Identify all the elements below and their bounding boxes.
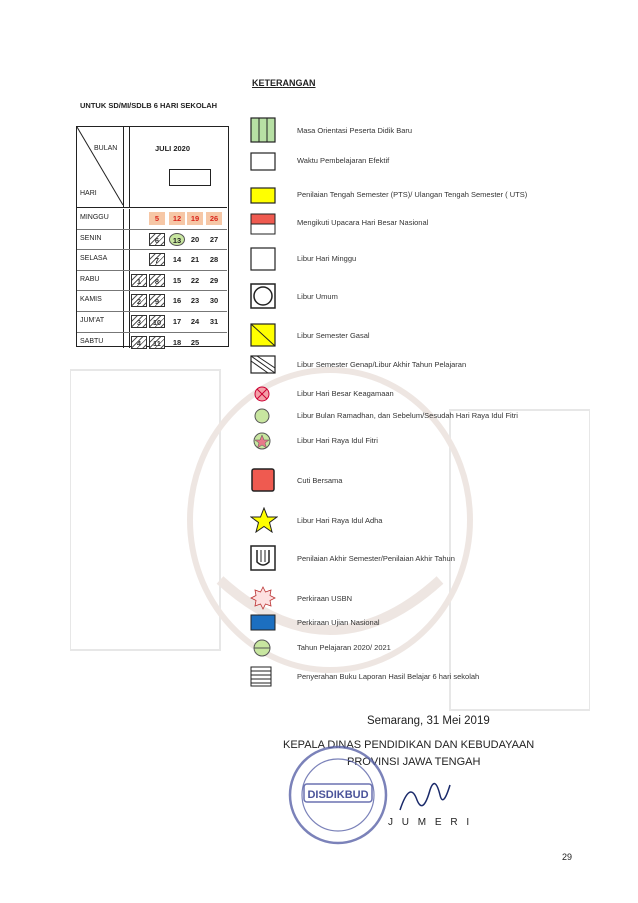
calendar-row [77, 312, 227, 333]
legend-text: Libur Hari Raya Idul Adha [297, 516, 383, 525]
date-cell: 14 [172, 255, 182, 265]
date-cell: 13 [169, 233, 185, 246]
legend-text: Perkiraan Ujian Nasional [297, 618, 380, 627]
legend-text: Libur Hari Besar Keagamaan [297, 389, 394, 398]
date-cell: 24 [190, 316, 200, 326]
header-divider [123, 127, 124, 207]
calendar-row [77, 291, 227, 312]
legend-title: KETERANGAN [252, 78, 316, 88]
white-box-icon [250, 247, 276, 271]
stamp-text: DISDIKBUD [307, 789, 369, 801]
legend-text: Masa Orientasi Peserta Didik Baru [297, 126, 413, 135]
day-label: SELASA [80, 255, 108, 263]
legend-text: Libur Semester Gasal [297, 331, 370, 340]
header-divider-2 [129, 127, 130, 207]
date-cell: 7 [149, 253, 165, 266]
pink-cross-circle-icon [250, 385, 276, 403]
date-cell: 20 [190, 234, 200, 244]
date-cell: 31 [209, 316, 219, 326]
legend-text: Penyerahan Buku Laporan Hasil Belajar 6 hari sekolah [297, 672, 480, 681]
date-cell: 19 [187, 212, 203, 225]
signatory-title-line2: PROVINSI JAWA TENGAH [347, 756, 481, 768]
calendar-header [77, 127, 227, 208]
day-label: MINGGU [80, 214, 109, 221]
hatched-box-icon [250, 355, 276, 375]
date-cell: 11 [149, 336, 165, 349]
legend-text: Penilaian Tengah Semester (PTS)/ Ulangan Tengah Semester ( UTS) [297, 190, 528, 199]
calendar-row [77, 333, 227, 353]
date-cell: 26 [206, 212, 222, 225]
month-label: JULI 2020 [155, 144, 191, 153]
hari-label: HARI [80, 190, 97, 197]
legend-text: Perkiraan USBN [297, 594, 353, 603]
star-circle-icon [250, 431, 276, 451]
date-cell: 29 [209, 275, 219, 285]
date-cell: 21 [190, 255, 200, 265]
date-cell: 25 [190, 337, 200, 347]
yellow-star-icon [250, 507, 278, 533]
month-box [169, 169, 211, 186]
table-title: UNTUK SD/MI/SDLB 6 HARI SEKOLAH [80, 101, 218, 110]
u-box-icon [250, 545, 276, 571]
signatory-title-line1: KEPALA DINAS PENDIDIKAN DAN KEBUDAYAAN [283, 739, 535, 751]
legend-text: Libur Bulan Ramadhan, dan Sebelum/Sesudah Hari Raya Idul Fitri [297, 411, 518, 420]
day-label: SENIN [80, 234, 102, 242]
date-cell: 8 [149, 274, 165, 287]
legend-text: Libur Semester Genap/Libur Akhir Tahun Pelajaran [297, 360, 467, 369]
date-cell: 4 [131, 336, 147, 349]
date-cell: 5 [149, 212, 165, 225]
pink-burst-icon [250, 586, 276, 610]
date-cell: 16 [172, 296, 182, 306]
day-label: JUM'AT [80, 316, 105, 324]
calendar-row [77, 230, 227, 251]
bulan-label: BULAN [94, 145, 118, 152]
yellow-box-icon [250, 187, 276, 205]
green-striped-box-icon [250, 117, 276, 143]
split-circle-icon [250, 638, 276, 658]
legend-text: Libur Hari Minggu [297, 254, 357, 263]
lined-box-icon [250, 666, 274, 688]
calendar-table [76, 126, 229, 347]
yellow-triangle-box-icon [250, 323, 276, 347]
day-label: SABTU [80, 337, 104, 345]
legend-text: Waktu Pembelajaran Efektif [297, 156, 390, 165]
legend-text: Mengikuti Upacara Hari Besar Nasional [297, 218, 429, 227]
calendar-row [77, 250, 227, 271]
day-label: RABU [80, 275, 100, 283]
date-cell: 10 [149, 315, 165, 328]
white-box-icon [250, 152, 276, 172]
day-label: KAMIS [80, 296, 102, 304]
date-cell: 2 [131, 294, 147, 307]
date-cell: 9 [149, 294, 165, 307]
date-cell: 22 [190, 275, 200, 285]
legend-text: Cuti Bersama [297, 476, 343, 485]
calendar-row [77, 271, 227, 292]
blue-box-icon [250, 614, 276, 632]
circle-box-icon [250, 283, 276, 309]
legend-text: Penilaian Akhir Semester/Penilaian Akhir Tahun [297, 554, 455, 563]
calendar-rows [77, 209, 227, 352]
red-box-icon [250, 467, 276, 493]
date-cell: 28 [209, 255, 219, 265]
legend-text: Libur Hari Raya Idul Fitri [297, 436, 378, 445]
date-cell: 23 [190, 296, 200, 306]
date-cell: 6 [149, 233, 165, 246]
date-cell: 18 [172, 337, 182, 347]
legend-text: Tahun Pelajaran 2020/ 2021 [297, 643, 391, 652]
stamp-seal-icon [286, 740, 396, 850]
date-cell: 27 [209, 234, 219, 244]
date-cell: 1 [131, 274, 147, 287]
signatory-name: J U M E R I [388, 817, 473, 828]
place-date: Semarang, 31 Mei 2019 [367, 715, 490, 727]
official-stamp [286, 740, 396, 855]
date-cell: 30 [209, 296, 219, 306]
date-cell: 17 [172, 316, 182, 326]
date-cell: 15 [172, 275, 182, 285]
date-cell: 3 [131, 315, 147, 328]
signature-scribble [395, 770, 455, 820]
legend-text: Libur Umum [297, 292, 338, 301]
green-circle-icon [250, 407, 276, 425]
flag-box-icon [250, 213, 276, 235]
calendar-row [77, 209, 227, 230]
page-number: 29 [562, 852, 573, 862]
date-cell: 12 [169, 212, 185, 225]
